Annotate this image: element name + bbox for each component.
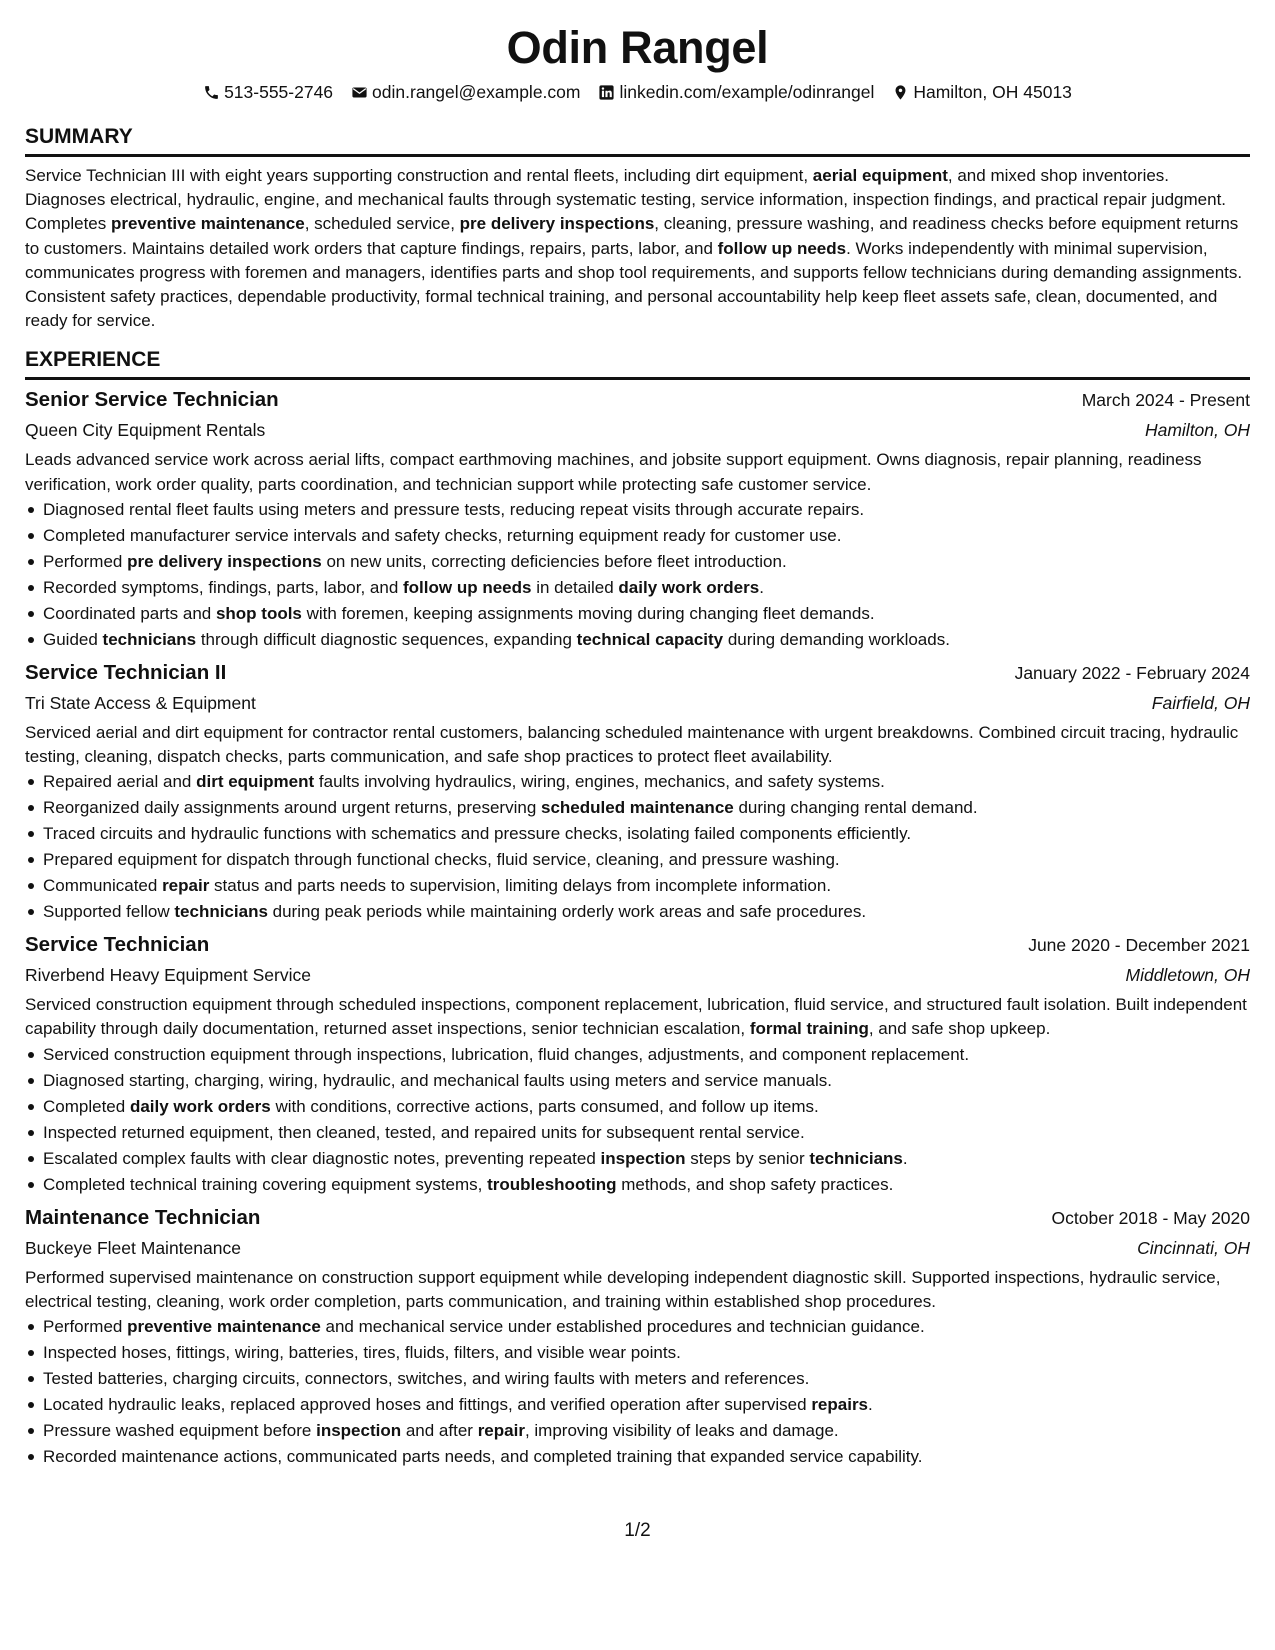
text-run: Recorded maintenance actions, communicated parts needs, and completed training that expanded service capability. <box>43 1447 923 1467</box>
bullet-item <box>25 1418 1250 1444</box>
text-run: Leads advanced service work across aerial lifts, compact earthmoving machines, and jobsite support equipment. Owns diagnosis, repair planning, readiness verification, work order quality, parts coordination, and technician support while protecting safe customer service. <box>25 450 1202 494</box>
text-run: during peak periods while maintaining orderly work areas and safe procedures. <box>267 902 867 922</box>
text-run: Performed <box>43 1317 128 1337</box>
bold-keyword: troubleshooting <box>487 1174 617 1194</box>
text-run: Pressure washed equipment before <box>43 1421 317 1441</box>
job-title: Senior Service Technician <box>25 388 279 412</box>
text-run: steps by senior <box>685 1148 810 1168</box>
bold-keyword: follow up needs <box>717 238 847 258</box>
text-run: Service Technician III with eight years supporting construction and rental fleets, including dirt equipment, <box>25 166 813 185</box>
summary-heading: SUMMARY <box>25 124 1250 157</box>
bold-keyword: shop tools <box>215 603 302 623</box>
text-run: Supported fellow <box>43 902 175 922</box>
experience-list <box>25 385 1250 1470</box>
bold-keyword: formal training <box>749 1019 869 1039</box>
bullet-item <box>25 1146 1250 1172</box>
bold-keyword: repair <box>477 1421 525 1441</box>
contact-email <box>351 81 580 103</box>
summary-text <box>25 164 1250 333</box>
bold-keyword: repair <box>162 876 210 896</box>
text-run: Traced circuits and hydraulic functions with schematics and pressure checks, isolating failed components efficiently. <box>43 824 912 844</box>
text-run: faults involving hydraulics, wiring, engines, mechanics, and safety systems. <box>314 772 885 792</box>
job-entry <box>25 658 1250 925</box>
page-number: 1/2 <box>624 1520 651 1541</box>
job-location: Middletown, OH <box>1125 965 1250 986</box>
text-run: Communicated <box>43 876 163 896</box>
text-run: Reorganized daily assignments around urgent returns, preserving <box>43 798 541 818</box>
text-run: Inspected hoses, fittings, wiring, batteries, tires, fluids, filters, and visible wear points. <box>43 1343 681 1363</box>
text-run: Performed supervised maintenance on construction support equipment while developing independent diagnostic skill. Supported inspections, hydraulic service, electrical testing, cleaning, work order completion, parts communication, and training within established shop procedures. <box>25 1267 1221 1311</box>
job-dates: March 2024 - Present <box>1081 390 1250 411</box>
bullet-item <box>25 1392 1250 1418</box>
job-description <box>25 1266 1250 1314</box>
text-run: Repaired aerial and <box>43 772 197 792</box>
text-run: , cleaning, pressure washing, and readiness checks before equipment returns to customers. Maintains detailed work orders that capture findings, repairs, parts, labor, and <box>25 214 1239 258</box>
text-run: and mechanical service under established procedures and technician guidance. <box>320 1317 925 1337</box>
text-run: and after <box>401 1421 478 1441</box>
text-run: during demanding workloads. <box>723 629 950 649</box>
map-pin-icon <box>892 84 909 101</box>
job-title: Service Technician II <box>25 660 227 684</box>
bold-keyword: technicians <box>102 629 197 649</box>
envelope-icon <box>351 84 368 101</box>
bold-keyword: preventive maintenance <box>110 214 305 234</box>
text-run: Prepared equipment for dispatch through functional checks, fluid service, cleaning, and pressure washing. <box>43 850 840 870</box>
text-run: with conditions, corrective actions, parts consumed, and follow up items. <box>270 1096 819 1116</box>
job-dates: June 2020 - December 2021 <box>1028 935 1250 956</box>
bold-keyword: aerial equipment <box>812 166 948 185</box>
text-run: Escalated complex faults with clear diagnostic notes, preventing repeated <box>43 1148 601 1168</box>
text-run: Serviced aerial and dirt equipment for contractor rental customers, balancing scheduled maintenance with urgent breakdowns. Combined circuit tracing, hydraulic testing, cleaning, dispatch checks, parts communication, and safe shop practices to protect fleet availability. <box>25 722 1239 767</box>
bold-keyword: scheduled maintenance <box>541 798 734 818</box>
text-run: Diagnosed starting, charging, wiring, hydraulic, and mechanical faults using meters and service manuals. <box>43 1070 833 1090</box>
text-run: Serviced construction equipment through inspections, lubrication, fluid changes, adjustments, and component replacement. <box>43 1044 970 1064</box>
text-run: Located hydraulic leaks, replaced approved hoses and fittings, and verified operation after supervised <box>43 1395 812 1415</box>
linkedin-icon <box>598 84 615 101</box>
text-run: through difficult diagnostic sequences, expanding <box>196 629 577 649</box>
job-location: Hamilton, OH <box>1144 420 1250 441</box>
bullet-item <box>25 899 1250 925</box>
text-run: , scheduled service, <box>304 214 460 234</box>
text-run: methods, and shop safety practices. <box>616 1174 894 1194</box>
bold-keyword: inspection <box>600 1148 686 1168</box>
bullet-item <box>25 1120 1250 1146</box>
bullet-item <box>25 627 1250 653</box>
text-run: , and safe shop upkeep. <box>868 1019 1051 1039</box>
text-run: Coordinated parts and <box>43 603 216 623</box>
bold-keyword: inspection <box>316 1421 402 1441</box>
phone-icon <box>203 84 220 101</box>
candidate-name: Odin Rangel <box>506 22 769 73</box>
text-run: status and parts needs to supervision, limiting delays from incomplete information. <box>209 876 832 896</box>
job-company: Buckeye Fleet Maintenance <box>25 1237 241 1258</box>
text-run: Tested batteries, charging circuits, connectors, switches, and wiring faults with meters and references. <box>43 1369 810 1389</box>
text-run: , and mixed shop inventories. Diagnoses electrical, hydraulic, engine, and mechanical faults through systematic testing, service information, inspection findings, and practical repair judgment. Completes <box>25 166 1227 234</box>
bold-keyword: daily work orders <box>129 1096 271 1116</box>
contact-bar <box>25 81 1250 103</box>
job-title: Maintenance Technician <box>25 1205 261 1229</box>
job-description <box>25 993 1250 1041</box>
bullet-item <box>25 1444 1250 1470</box>
text-run: . Works independently with minimal supervision, communicates progress with foremen and managers, identifies parts and shop tool requirements, and supports fellow technicians during demanding assignments. Consistent safety practices, dependable productivity, formal technical training, and personal accountability help keep fleet assets safe, clean, documented, and ready for service. <box>25 238 1243 331</box>
text-run: . <box>759 577 764 597</box>
bullet-item <box>25 497 1250 523</box>
job-entry <box>25 930 1250 1197</box>
bullet-item <box>25 1094 1250 1120</box>
text-run: on new units, correcting deficiencies before fleet introduction. <box>321 551 787 571</box>
text-run: with foremen, keeping assignments moving during changing fleet demands. <box>301 603 875 623</box>
location-text: Hamilton, OH 45013 <box>913 82 1072 102</box>
bold-keyword: dirt equipment <box>196 772 315 792</box>
bullet-item <box>25 795 1250 821</box>
bullet-item <box>25 769 1250 795</box>
text-run: Serviced construction equipment through scheduled inspections, component replacement, lubrication, fluid service, and structured fault isolation. Built independent capability through daily documentation, returned asset inspections, senior technician escalation, <box>25 995 1247 1039</box>
bullet-item <box>25 847 1250 873</box>
bullet-item <box>25 821 1250 847</box>
job-company: Tri State Access & Equipment <box>25 692 256 713</box>
bullet-item <box>25 1068 1250 1094</box>
text-run: Guided <box>43 629 103 649</box>
text-run: Recorded symptoms, findings, parts, labor, and <box>43 577 404 597</box>
bold-keyword: technical capacity <box>576 629 724 649</box>
text-run: Completed manufacturer service intervals and safety checks, returning equipment ready for customer use. <box>43 525 842 545</box>
text-run: Performed <box>43 551 128 571</box>
experience-heading: EXPERIENCE <box>25 347 1250 380</box>
bold-keyword: pre delivery inspections <box>127 551 322 571</box>
text-run: . <box>868 1395 873 1415</box>
job-bullets <box>25 497 1250 653</box>
bold-keyword: repairs <box>811 1395 869 1415</box>
email-text[interactable]: odin.rangel@example.com <box>372 82 581 102</box>
bullet-item <box>25 1366 1250 1392</box>
bold-keyword: technicians <box>809 1148 903 1168</box>
job-bullets <box>25 1314 1250 1470</box>
text-run: . <box>902 1148 908 1168</box>
bullet-item <box>25 523 1250 549</box>
bullet-item <box>25 1042 1250 1068</box>
contact-phone <box>203 81 333 103</box>
bullet-item <box>25 873 1250 899</box>
bold-keyword: follow up needs <box>403 577 532 597</box>
job-description <box>25 721 1250 769</box>
bold-keyword: pre delivery inspections <box>459 214 655 234</box>
phone-text[interactable]: 513-555-2746 <box>224 82 334 102</box>
bold-keyword: preventive maintenance <box>127 1317 321 1337</box>
job-bullets <box>25 769 1250 925</box>
text-run: Inspected returned equipment, then cleaned, tested, and repaired units for subsequent rental service. <box>43 1122 805 1142</box>
job-entry <box>25 1203 1250 1470</box>
job-dates: January 2022 - February 2024 <box>1014 662 1250 683</box>
bullet-item <box>25 575 1250 601</box>
contact-location <box>892 81 1072 103</box>
bullet-item <box>25 1172 1250 1198</box>
text-run: Completed technical training covering equipment systems, <box>43 1174 488 1194</box>
text-run: in detailed <box>531 577 619 597</box>
job-entry <box>25 385 1250 652</box>
bullet-item <box>25 601 1250 627</box>
bold-keyword: technicians <box>174 902 268 922</box>
job-location: Fairfield, OH <box>1151 692 1250 713</box>
text-run: , improving visibility of leaks and damage. <box>524 1421 839 1441</box>
bullet-item <box>25 1340 1250 1366</box>
job-company: Queen City Equipment Rentals <box>25 420 266 441</box>
job-location: Cincinnati, OH <box>1137 1237 1250 1258</box>
job-company: Riverbend Heavy Equipment Service <box>25 965 311 986</box>
linkedin-text[interactable]: linkedin.com/example/odinrangel <box>619 82 875 102</box>
bullet-item <box>25 549 1250 575</box>
resume-page <box>25 22 1250 1470</box>
text-run: Completed <box>43 1096 130 1116</box>
contact-linkedin <box>598 81 874 103</box>
text-run: during changing rental demand. <box>733 798 978 818</box>
job-bullets <box>25 1042 1250 1198</box>
job-description <box>25 448 1250 496</box>
job-dates: October 2018 - May 2020 <box>1051 1207 1250 1228</box>
text-run: Diagnosed rental fleet faults using meters and pressure tests, reducing repeat visits through accurate repairs. <box>43 499 865 519</box>
bullet-item <box>25 1314 1250 1340</box>
bold-keyword: daily work orders <box>618 577 760 597</box>
job-title: Service Technician <box>25 933 210 957</box>
